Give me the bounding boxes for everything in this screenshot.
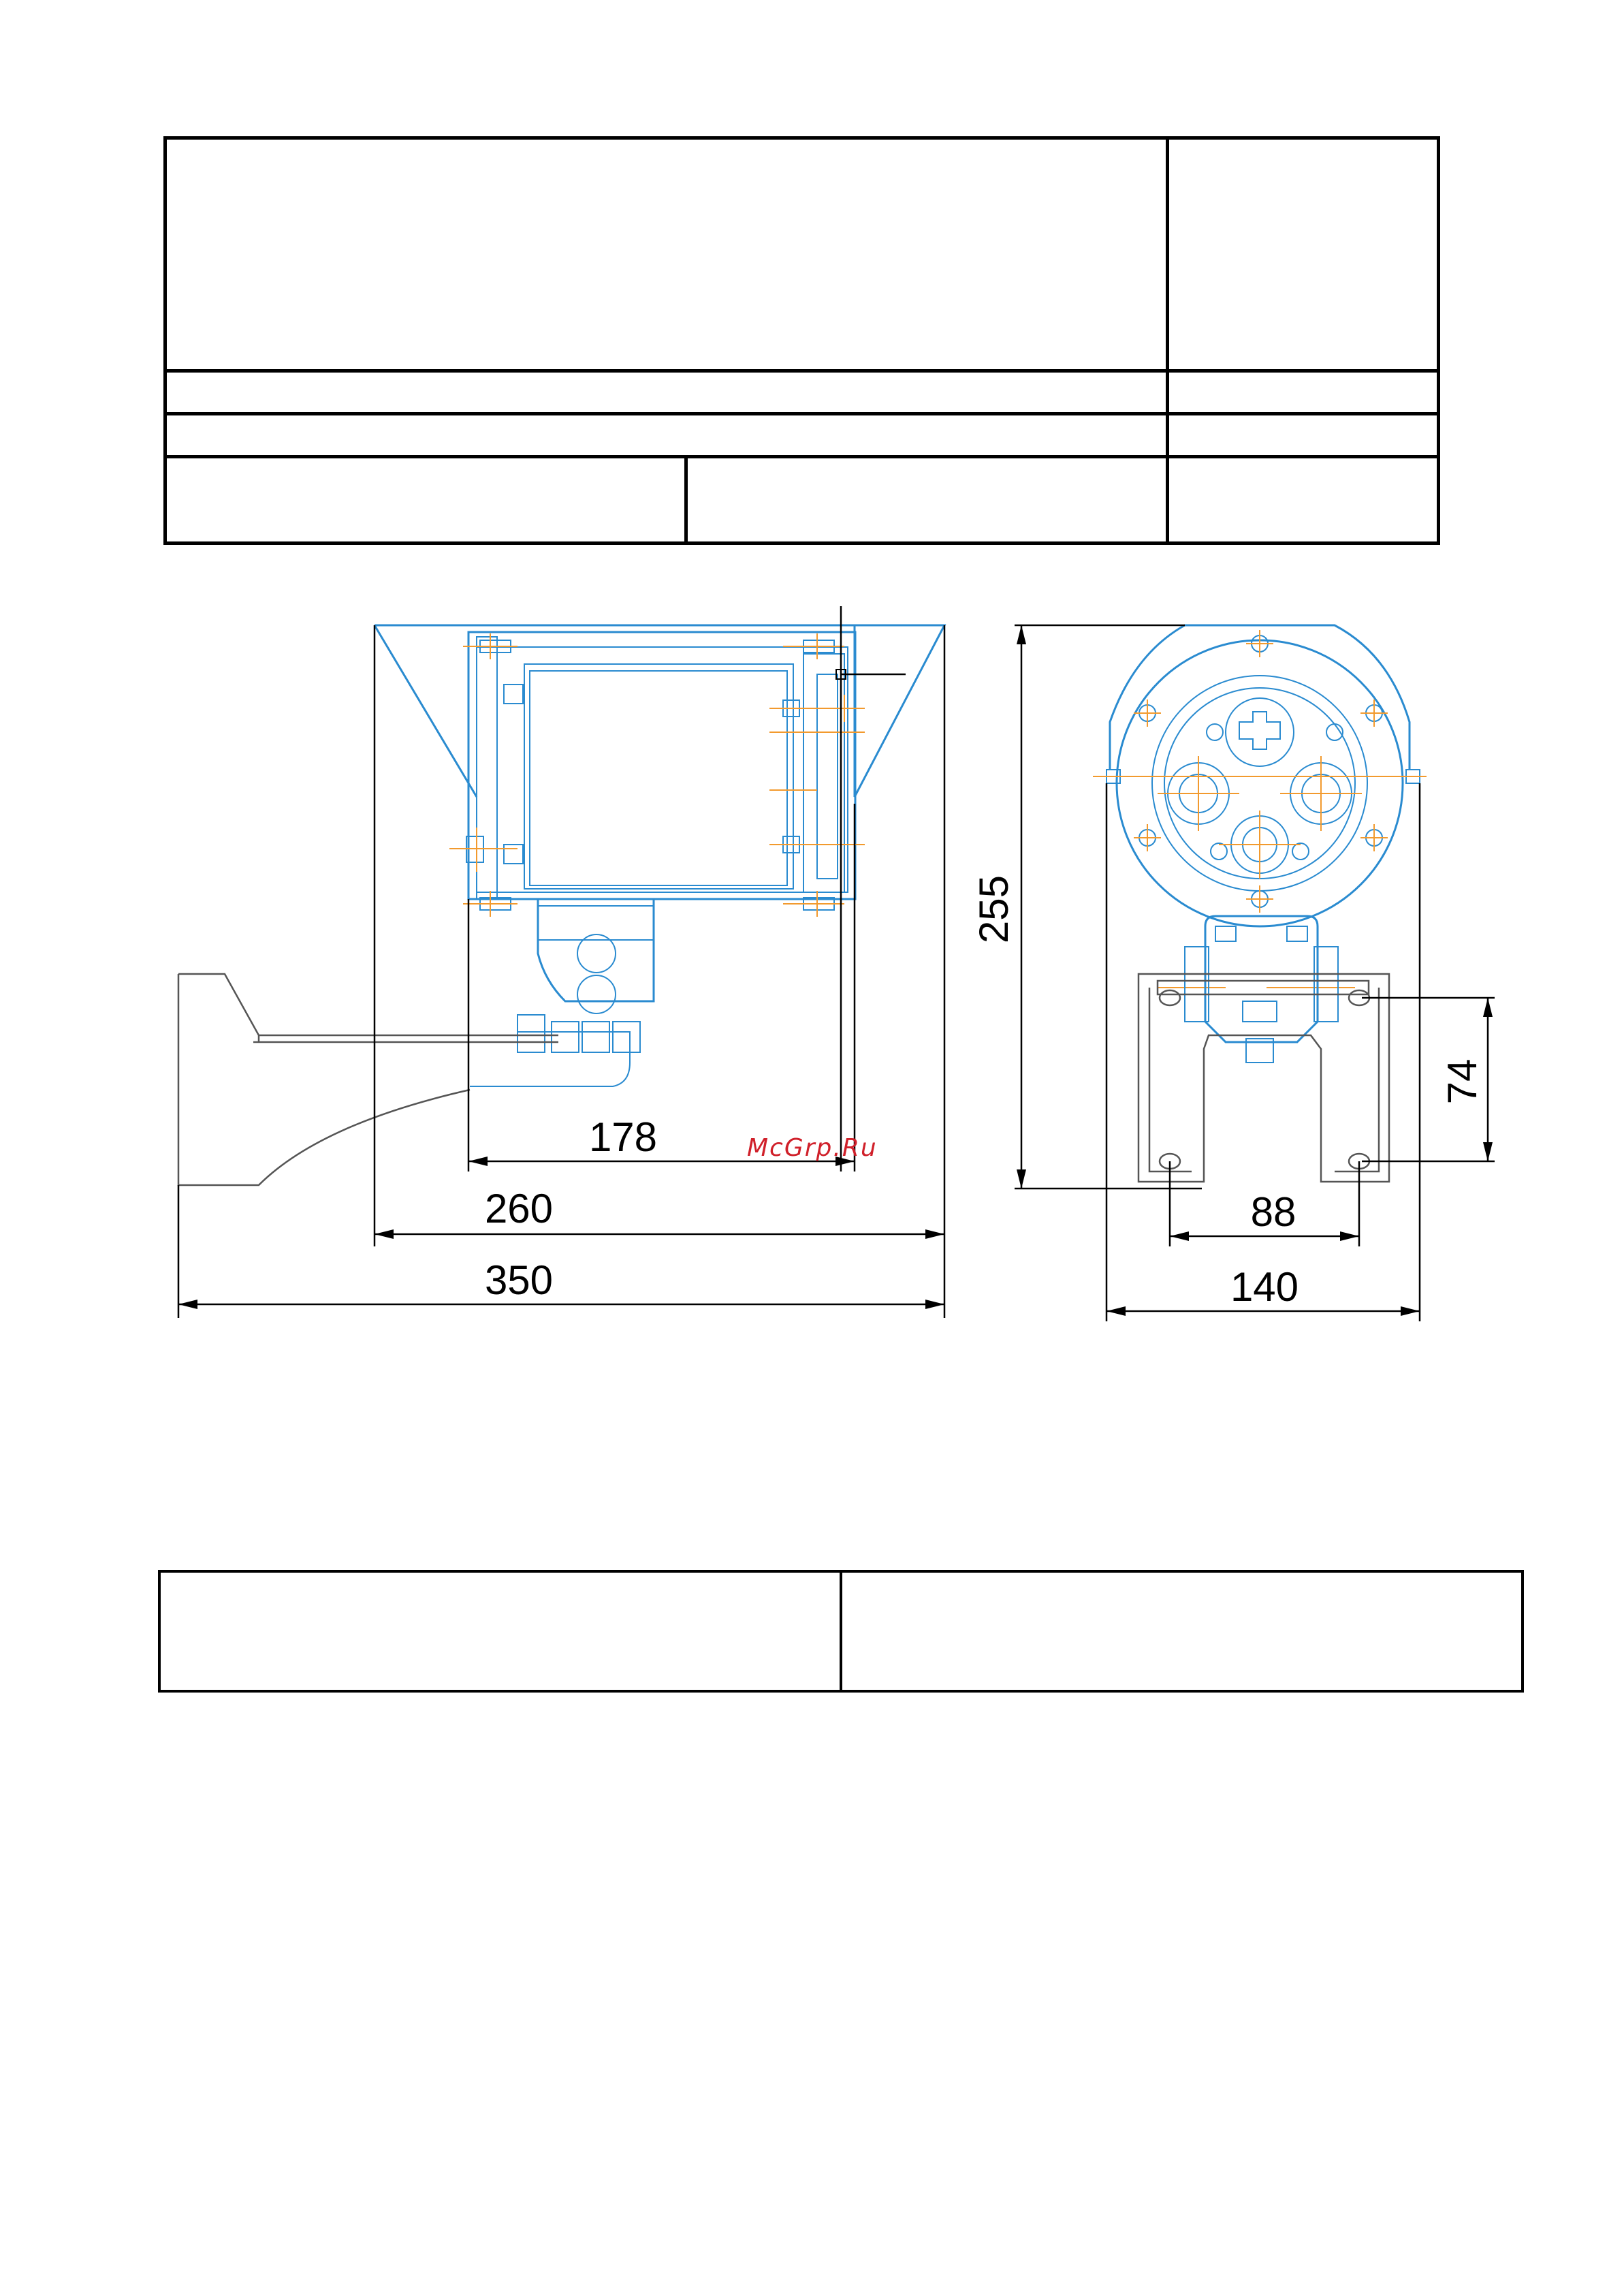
dim-88: 88 [1250, 1189, 1296, 1235]
housing-body [468, 632, 855, 899]
front-housing-outer [1117, 640, 1403, 926]
dim-255: 255 [971, 875, 1017, 944]
front-view [1093, 625, 1427, 1182]
dim-74: 74 [1439, 1058, 1485, 1105]
yoke [1205, 916, 1318, 1042]
wall-bracket [178, 974, 558, 1185]
dimensions [178, 606, 1495, 1321]
clamp-1 [518, 1015, 545, 1052]
watermark: McGrp.Ru [747, 1134, 878, 1162]
tilt-mount [538, 899, 654, 1001]
front-window [1226, 698, 1294, 766]
dim-260: 260 [484, 1186, 554, 1231]
clamp-2 [552, 1022, 579, 1052]
clamp-3 [582, 1022, 609, 1052]
dim-140: 140 [1230, 1264, 1299, 1310]
side-view [178, 625, 944, 1185]
mount-base [1139, 974, 1389, 1182]
housing-bolts [466, 640, 834, 910]
dim-350: 350 [484, 1257, 554, 1303]
dim-178: 178 [588, 1114, 658, 1160]
sun-shield [375, 625, 944, 797]
clamp-4 [613, 1022, 640, 1052]
